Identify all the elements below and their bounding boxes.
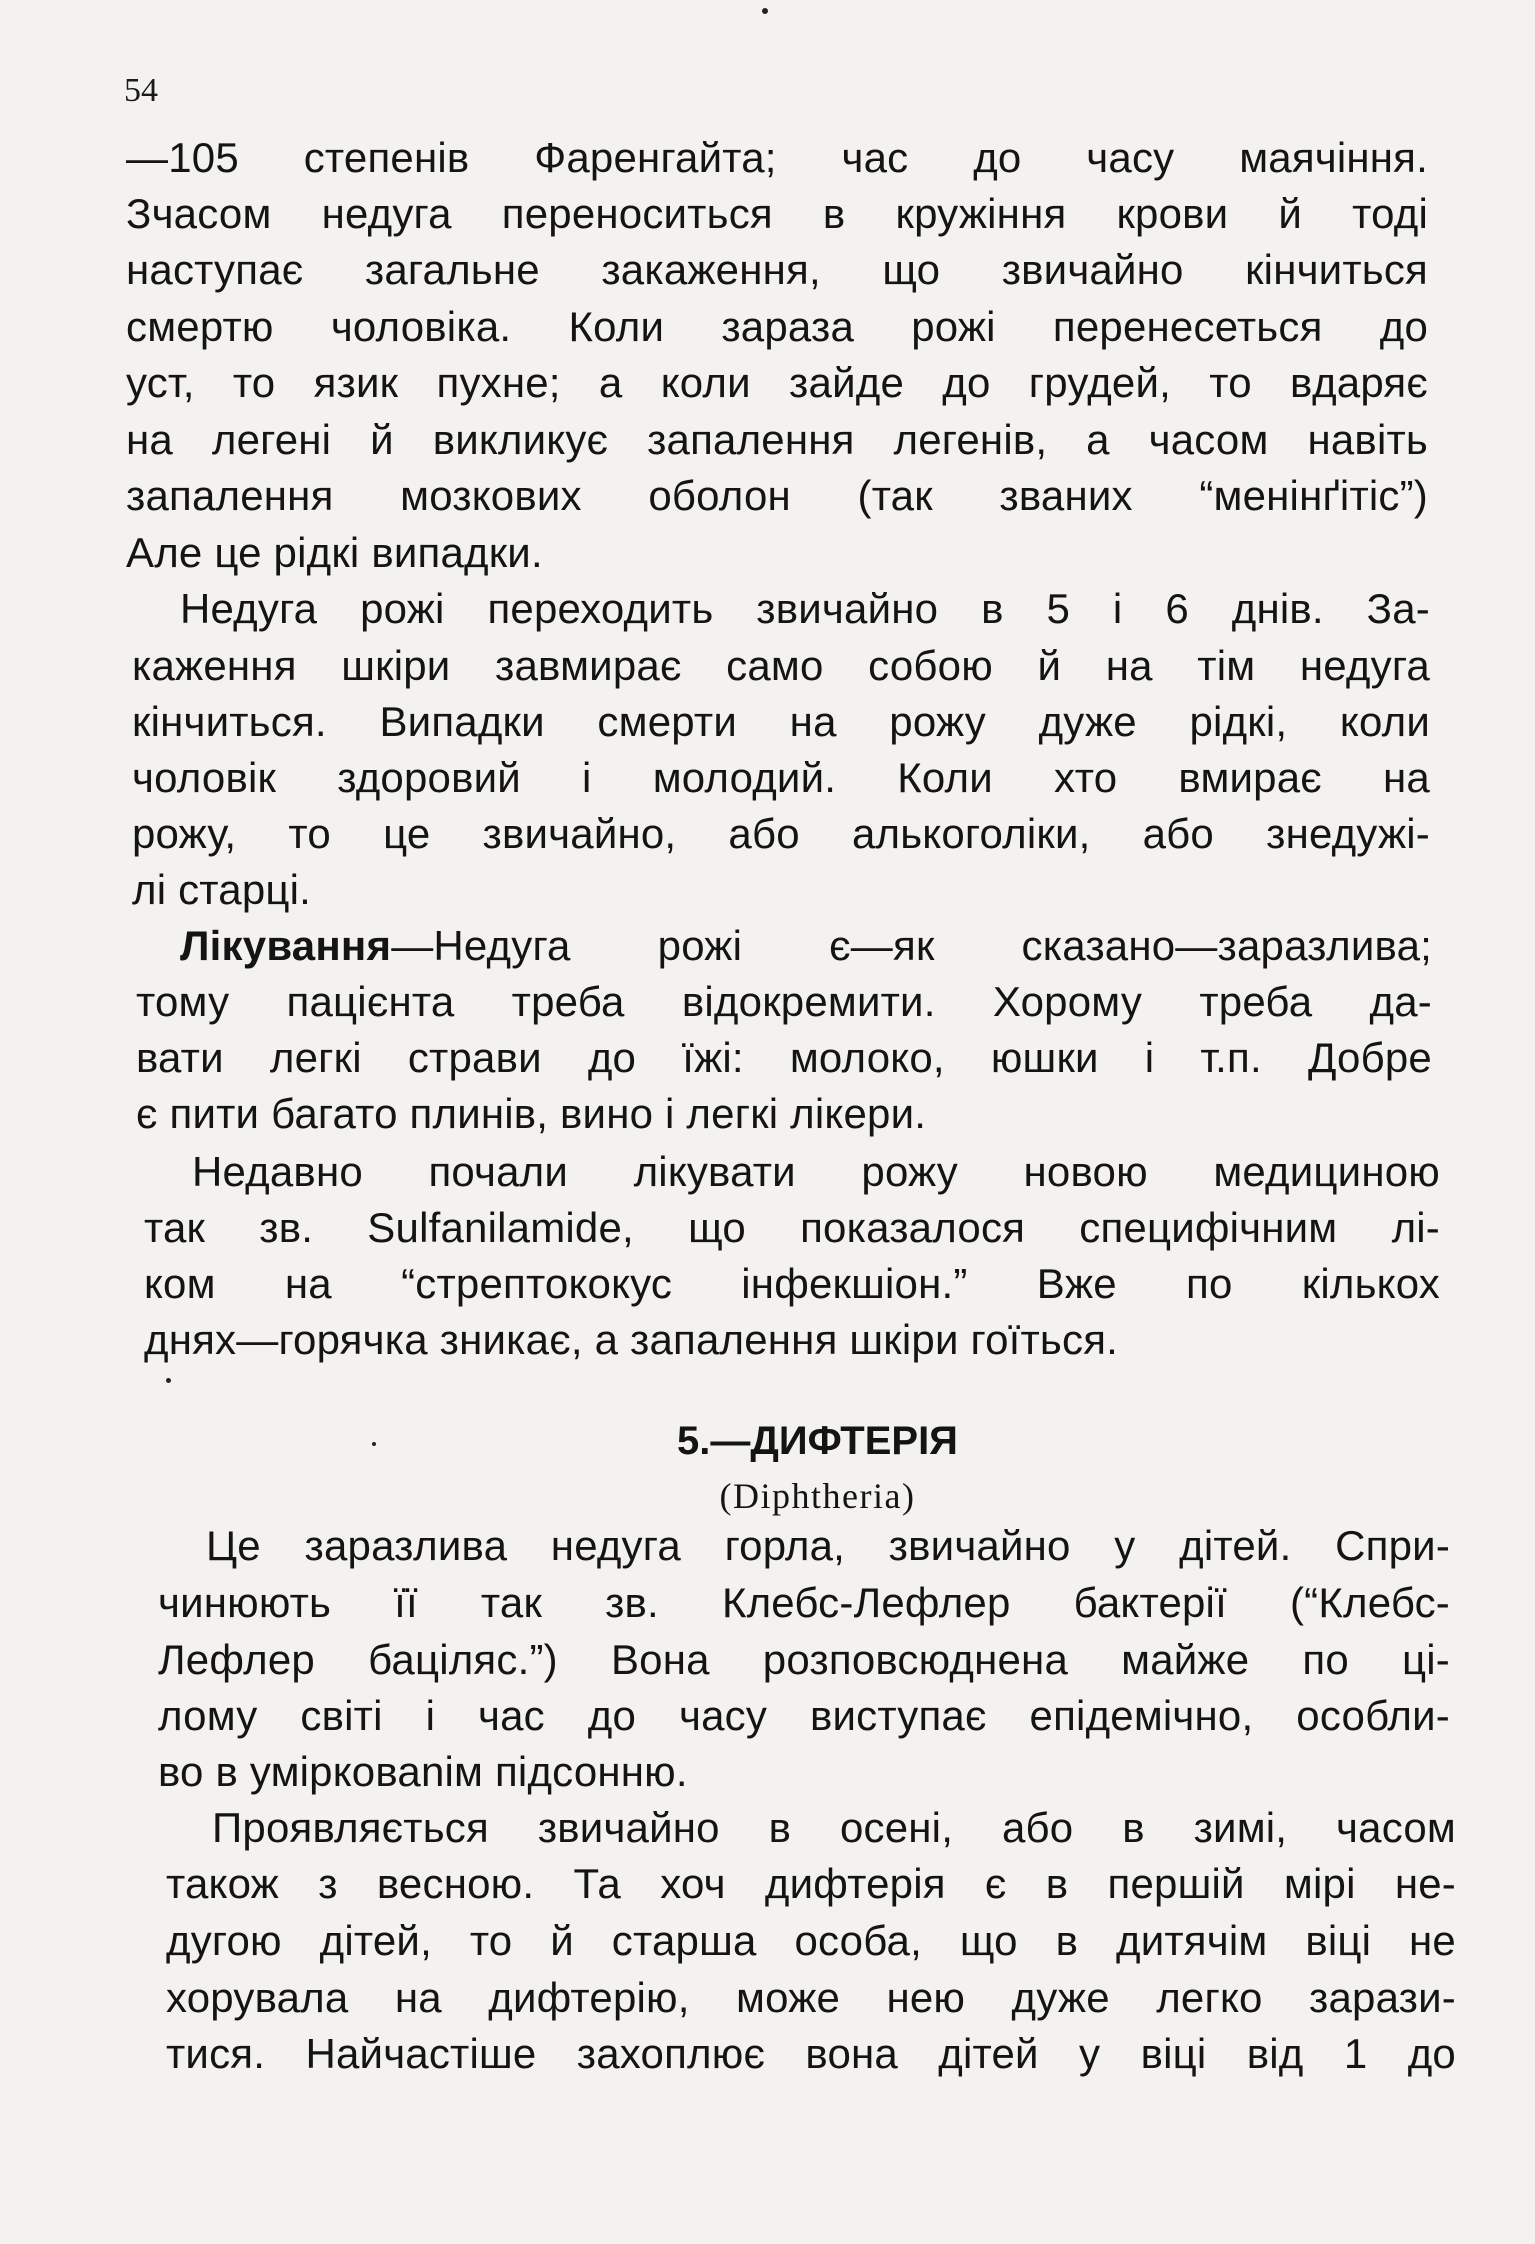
text-line: Але це рідкі випадки.: [126, 529, 543, 576]
text-line: є пити багато плинів, вино і легкі лікери.: [136, 1090, 927, 1137]
text-line: смертю чоловіка. Коли зараза рожі перенесеться до: [126, 303, 1428, 350]
section-heading: 5.—ДИФТЕРІЯ: [677, 1419, 958, 1463]
text-line: лі старці.: [132, 866, 312, 913]
text-line: тися. Найчастіше захоплює вона дітей у віці від 1 до: [166, 2030, 1456, 2077]
text-line: днях—горячка зникає, а запалення шкіри гоїться.: [144, 1316, 1119, 1363]
text-line: вати легкі страви до їжі: молоко, юшки і т.п. Добре: [136, 1034, 1432, 1081]
text-line: Зчасом недуга переноситься в кружіння крови й тоді: [126, 190, 1428, 237]
text-line: дугою дітей, то й старша особа, що в дитячім віці не: [166, 1917, 1456, 1964]
text-line: кінчиться. Випадки смерти на рожу дуже рідкі, коли: [132, 698, 1430, 745]
line-rest: —Недуга рожі є—як сказано—заразлива;: [391, 922, 1432, 969]
text-line: уст, то язик пухне; а коли зайде до грудей, то вдаряє: [126, 359, 1428, 406]
text-line: [180, 920, 1432, 972]
text-line: ком на “стрептококус інфекшіон.” Вже по кількох: [144, 1260, 1440, 1307]
text-line: хорувала на дифтерію, може нею дуже легко зарази-: [166, 1974, 1456, 2021]
ink-speck: [166, 1378, 171, 1383]
section-subheading: (Diphtheria): [719, 1476, 916, 1516]
page-number: 54: [124, 72, 158, 109]
text-line: каження шкіри завмирає само собою й на тім недуга: [132, 642, 1430, 689]
text-line: наступає загальне закаження, що звичайно кінчиться: [126, 246, 1428, 293]
text-line: чоловік здоровий і молодий. Коли хто вмирає на: [132, 754, 1430, 801]
ink-speck: [762, 8, 768, 14]
text-line: рожу, то це звичайно, або алькоголіки, або знедужі-: [132, 810, 1430, 857]
text-line: чинюють її так зв. Клебс-Лефлер бактерії (“Клебс-: [158, 1579, 1450, 1626]
text-line: так зв. Sulfanilamide, що показалося специфічним лі-: [144, 1204, 1440, 1251]
text-line: Недавно почали лікувати рожу новою медициною: [192, 1148, 1440, 1195]
text-line: Недуга рожі переходить звичайно в 5 і 6 днів. За-: [180, 585, 1430, 632]
text-line: —105 степенів Фаренгайта; час до часу маячіння.: [126, 134, 1428, 181]
text-line: на легені й викликує запалення легенів, а часом навіть: [126, 416, 1428, 463]
text-line: також з весною. Та хоч дифтерія є в першій мірі не-: [166, 1860, 1456, 1907]
text-line: Лефлер баціляс.”) Вона розповсюднена майже по ці-: [158, 1636, 1450, 1683]
bold-lead: Лікування: [180, 922, 392, 969]
text-line: во в умірковаnім підсонню.: [158, 1748, 688, 1795]
text-line: запалення мозкових оболон (так званих “менінґітіс”): [126, 472, 1428, 519]
text-line: Це заразлива недуга горла, звичайно у дітей. Спри-: [206, 1522, 1450, 1569]
text-line: тому пацієнта треба відокремити. Хорому треба да-: [136, 978, 1432, 1025]
text-line: лому світі і час до часу виступає епідемічно, особли-: [158, 1692, 1450, 1739]
text-line: Проявляється звичайно в осені, або в зимі, часом: [212, 1804, 1456, 1851]
